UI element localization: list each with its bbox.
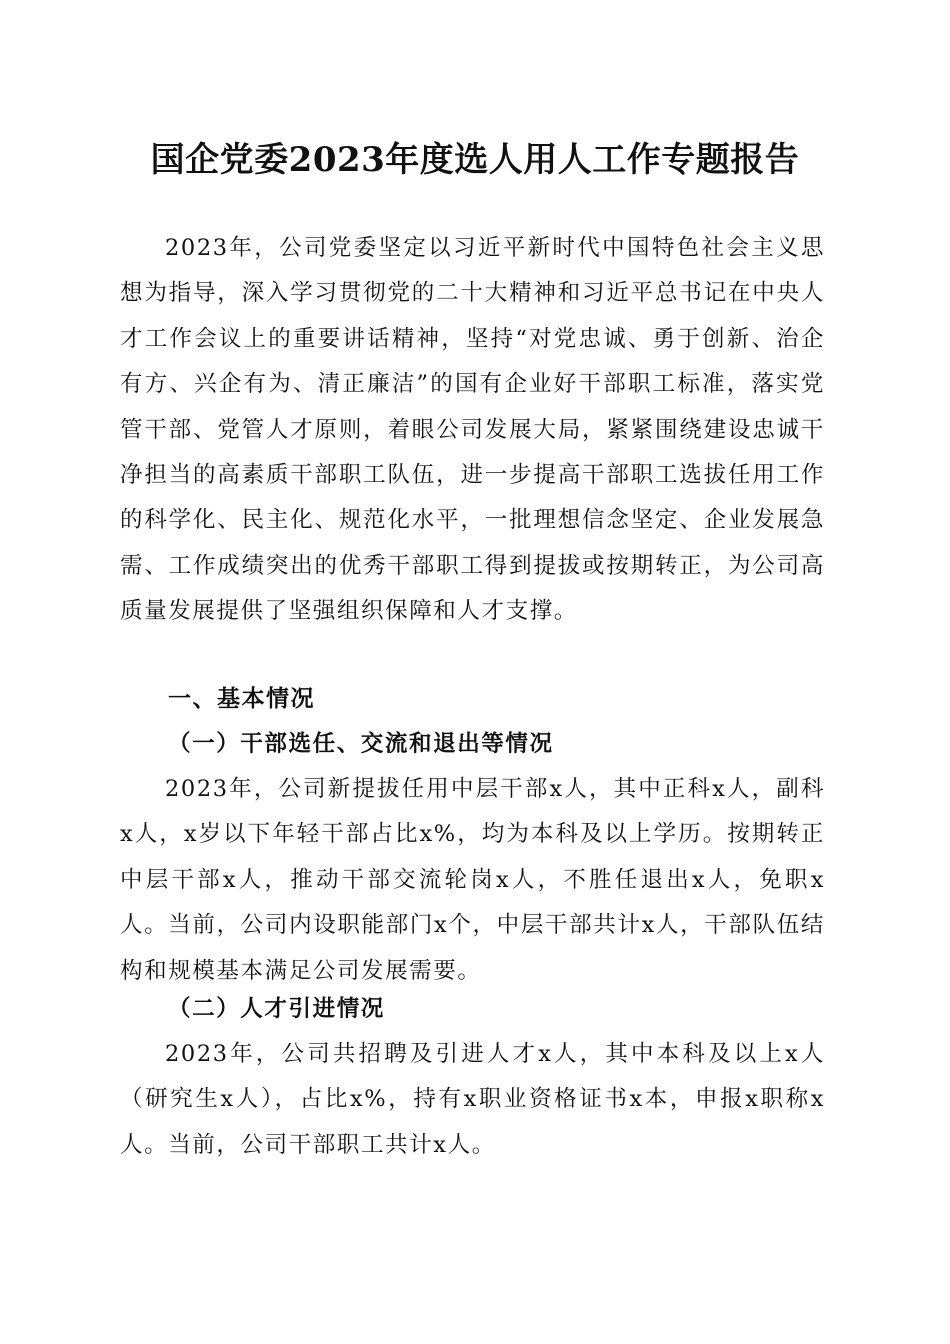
subsection-heading-cadre-selection: （一）干部选任、交流和退出等情况 (168, 731, 554, 757)
intro-paragraph: 2023年，公司党委坚定以习近平新时代中国特色社会主义思想为指导，深入学习贯彻党的二十大精神和习近平总书记在中央人才工作会议上的重要讲话精神，坚持“对党忠诚、勇于创新、治企有方、兴企有为、清正廉洁”的国有企业好干部职工标准，落实党管干部、党管人才原则，着眼公司发展大局，紧紧围绕建设忠诚干净担当的高素质干部职工队伍，进一步提高干部职工选拔任用工作的科学化、民主化、规范化水平，一批理想信念坚定、企业发展急需、工作成绩突出的优秀干部职工得到提拔或按期转正，为公司高质量发展提供了坚强组织保障和人才支撑。 (120, 235, 825, 625)
section-heading-basic-situation: 一、基本情况 (168, 686, 315, 712)
cadre-selection-paragraph: 2023年，公司新提拔任用中层干部x人，其中正科x人，副科x人，x岁以下年轻干部占比x%，均为本科及以上学历。按期转正中层干部x人，推动干部交流轮岗x人，不胜任退出x人，免职x人。当前，公司内设职能部门x个，中层干部共计x人，干部队伍结构和规模基本满足公司发展需要。 (120, 776, 825, 984)
document-title: 国企党委2023年度选人用人工作专题报告 (150, 140, 800, 180)
talent-introduction-paragraph: 2023年，公司共招聘及引进人才x人，其中本科及以上x人（研究生x人），占比x%，持有x职业资格证书x本，申报x职称x人。当前，公司干部职工共计x人。 (120, 1041, 825, 1158)
subsection-heading-talent-introduction: （二）人才引进情况 (168, 996, 385, 1022)
